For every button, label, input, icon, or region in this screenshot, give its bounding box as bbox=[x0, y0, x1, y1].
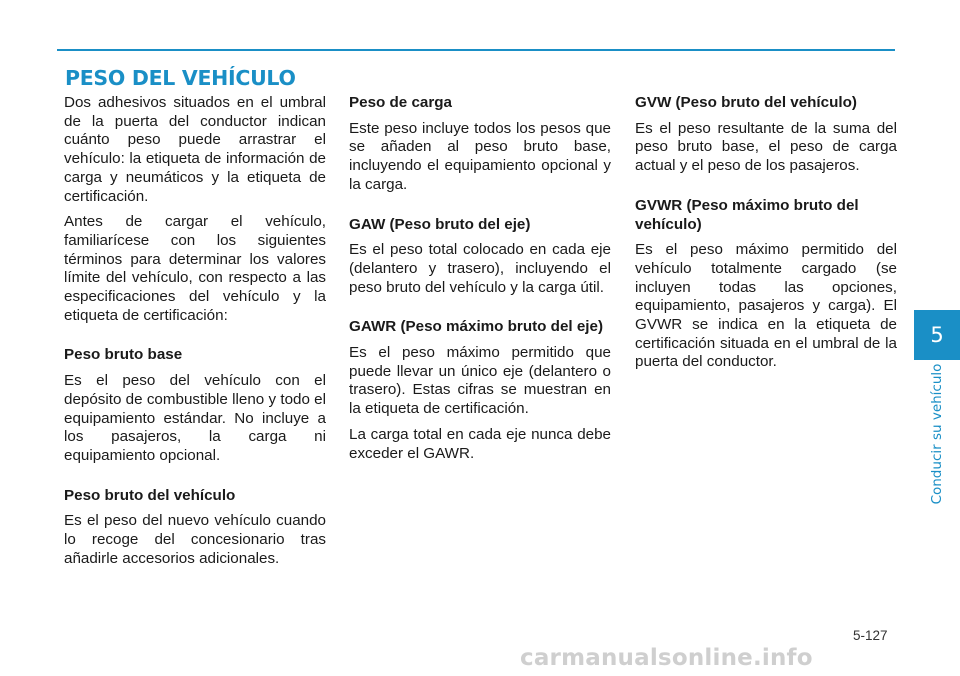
subheading: Peso bruto del vehículo bbox=[64, 486, 236, 504]
paragraph: Es el peso resultante de la suma del peso bruto base, el peso de carga actual y el peso de los pasajeros. bbox=[635, 119, 897, 175]
subheading: GAWR (Peso máximo bruto del eje) bbox=[349, 318, 604, 336]
page-number: 5-127 bbox=[853, 628, 888, 643]
paragraph: Dos adhesivos situados en el umbral de la puerta del conductor indican cuánto peso puede arrastrar el vehículo: la etiqueta de información de carga y neumáticos y la etiqueta de certificación. bbox=[64, 94, 326, 205]
subheading: GVWR (Peso máximo bruto del vehículo) bbox=[635, 196, 859, 233]
watermark: carmanualsonline.info bbox=[520, 645, 813, 671]
paragraph: Es el peso del nuevo vehículo cuando lo recoge del concesionario tras añadirle accesorios adicionales. bbox=[64, 512, 326, 567]
paragraph: Es el peso total colocado en cada eje (delantero y trasero), incluyendo el peso bruto del vehículo y la carga útil. bbox=[349, 241, 611, 296]
chapter-number: 5 bbox=[930, 323, 944, 347]
paragraph: Este peso incluye todos los pesos que se añaden al peso bruto base, incluyendo el equipamiento opcional y la carga. bbox=[349, 119, 611, 193]
subheading: Peso de carga bbox=[349, 94, 452, 111]
paragraph: Es el peso del vehículo con el depósito de combustible lleno y todo el equipamiento estándar. No incluye a los pasajeros, la carga ni equipamiento opcional. bbox=[64, 372, 326, 464]
paragraph: La carga total en cada eje nunca debe exceder el GAWR. bbox=[349, 425, 611, 462]
text-column-3 bbox=[635, 94, 897, 379]
subheading: Peso bruto base bbox=[64, 346, 183, 364]
text-column-2 bbox=[349, 94, 611, 470]
chapter-tab bbox=[914, 310, 960, 360]
paragraph: Antes de cargar el vehículo, familiarícese con los siguientes términos para determinar los valores límite del vehículo, con respecto a las especificaciones del vehículo y la etiqueta de certificación: bbox=[64, 213, 326, 324]
header-rule bbox=[57, 49, 895, 51]
section-title: PESO DEL VEHÍCULO bbox=[65, 66, 296, 90]
text-column-1 bbox=[64, 94, 326, 575]
subheading: GAW (Peso bruto del eje) bbox=[349, 215, 531, 233]
paragraph: Es el peso máximo permitido del vehículo totalmente cargado (se incluyen todas las opciones, equipamiento, pasajeros y carga). El GVWR se indica en la etiqueta de certificación situada en el umbral de la puerta del conductor. bbox=[635, 241, 897, 371]
chapter-label: Conducir su vehículo bbox=[929, 363, 945, 505]
paragraph: Es el peso máximo permitido que puede llevar un único eje (delantero o trasero). Estas cifras se muestran en la etiqueta de certificación. bbox=[349, 344, 611, 418]
subheading: GVW (Peso bruto del vehículo) bbox=[635, 94, 857, 111]
